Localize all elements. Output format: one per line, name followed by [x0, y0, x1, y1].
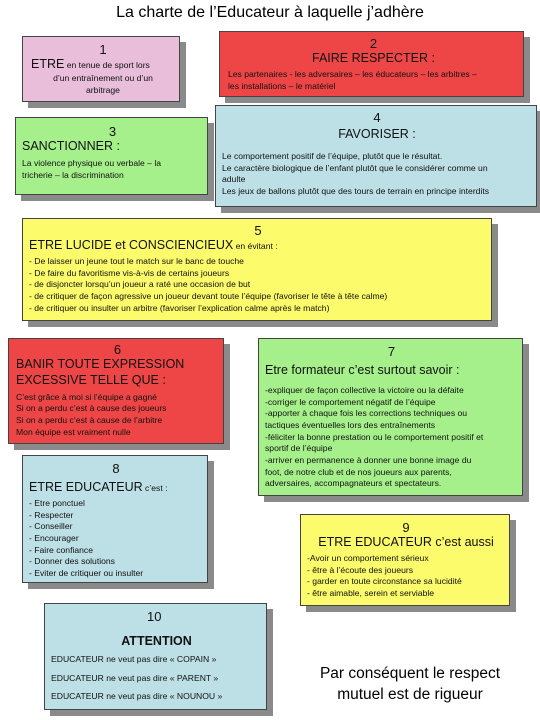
rule-line: La violence physique ou verbale – la	[22, 157, 162, 168]
rule-heading-suffix: en tenue de sport lors	[64, 60, 150, 71]
rule-line: - De laisser un jeune tout le match sur le banc de touche	[29, 255, 244, 266]
rule-line: tactiques éventuelles lors des entraînements	[265, 419, 436, 430]
rule-line: - de critiquer de façon agressive un joueur devant toute l’équipe (favoriser le tête à tête calme)	[29, 290, 388, 301]
rule-heading: FAVORISER :	[338, 127, 416, 142]
rule-number: 8	[112, 461, 120, 476]
rule-heading-main: ETRE EDUCATEUR	[29, 480, 143, 495]
rule-line: EDUCATEUR ne veut pas dire « COPAIN »	[51, 653, 217, 664]
rule-number: 9	[402, 520, 410, 535]
rule-line: - garder en toute circonstance sa lucidité	[307, 576, 462, 587]
rule-heading	[29, 480, 203, 496]
rule-line: Les jeux de ballons plutôt que des tours de terrain en principe interdits	[222, 185, 490, 196]
rule-line: EDUCATEUR ne veut pas dire « PARENT »	[51, 672, 219, 683]
rule-line: - de critiquer ou insulter un arbitre (favoriser l’explication calme après le match)	[29, 302, 330, 313]
rule-number: 4	[373, 110, 381, 125]
closing-statement	[296, 664, 524, 706]
rule-heading	[31, 57, 175, 73]
rule-line: -corriger le comportement négatif de l’équipe	[265, 396, 436, 407]
rule-line: - Donner des solutions	[29, 556, 115, 567]
rule-card-7	[258, 338, 523, 496]
rule-number: 5	[254, 223, 262, 238]
closing-line: Par conséquent le respect	[319, 665, 501, 682]
rule-heading-main: ETRE LUCIDE et CONSCIENCIEUX	[29, 238, 234, 253]
rule-line: -arriver en permanence à donner une bonne image du	[265, 455, 472, 466]
rule-line: arbitrage	[86, 84, 120, 95]
page-title: La charte de l’Educateur à laquelle j’adhère	[116, 4, 424, 21]
rule-card-3	[15, 117, 208, 195]
rule-heading-suffix: en évitant :	[233, 241, 278, 252]
rule-line: -apporter à chaque fois les corrections techniques ou	[265, 408, 468, 419]
rule-line: EDUCATEUR ne veut pas dire « NOUNOU »	[51, 691, 223, 702]
rule-card-8	[22, 455, 208, 583]
rule-line: - Etre ponctuel	[29, 497, 85, 508]
rule-line: - De faire du favoritisme vis-à-vis de certains joueurs	[29, 267, 230, 278]
rule-number: 7	[387, 344, 396, 359]
rule-card-6	[8, 338, 224, 444]
rule-line: - être à l’écoute des joueurs	[307, 564, 414, 575]
rule-heading: ATTENTION	[121, 634, 192, 649]
rule-line: -Avoir un comportement sérieux	[307, 552, 429, 563]
rule-line: Si on a perdu c’est à cause des joueurs	[16, 403, 167, 414]
rule-heading: SANCTIONNER :	[22, 139, 120, 154]
rule-line: adversaires, accompagnateurs et spectateurs.	[265, 478, 442, 489]
rule-heading: BANIR TOUTE EXPRESSION EXCESSIVE TELLE QUE :	[16, 357, 185, 387]
rule-line: les installations – le matériel	[228, 80, 336, 91]
rule-line: - Faire confiance	[29, 544, 94, 555]
rule-line: - Eviter de critiquer ou insulter	[29, 568, 144, 579]
rule-number: 3	[108, 124, 117, 139]
rule-number: 1	[99, 42, 107, 57]
rule-line: - Conseiller	[29, 521, 73, 532]
rule-line: adulte	[222, 174, 246, 185]
rule-heading-suffix: c’est :	[142, 483, 168, 494]
rule-card-2	[219, 31, 524, 97]
rule-card-5	[22, 218, 492, 321]
rule-line: sportif de l’équipe	[265, 443, 333, 454]
rule-line: - de disjoncter lorsqu’un joueur a raté une occasion de but	[29, 279, 251, 290]
rule-heading	[29, 238, 487, 254]
rule-line: C’est grâce à moi si l’équipe a gagné	[16, 391, 157, 402]
rule-line: Le caractère biologique de l’enfant plutôt que le considérer comme un	[222, 162, 488, 173]
rule-card-1	[22, 36, 180, 102]
rule-heading-main: ETRE	[31, 57, 65, 72]
rule-line: Le comportement positif de l’équipe, plutôt que le résultat.	[222, 150, 443, 161]
rule-line: Si on a perdu c’est à cause de l’arbitre	[16, 414, 163, 425]
rule-line: - être aimable, serein et serviable	[307, 587, 435, 598]
rule-line: foot, de notre club et de nos joueurs aux parents,	[265, 466, 452, 477]
rule-card-10	[44, 603, 267, 710]
rule-line: - Respecter	[29, 509, 74, 520]
rule-line: -expliquer de façon collective la victoire ou la défaite	[265, 384, 464, 395]
rule-heading: FAIRE RESPECTER :	[312, 51, 435, 66]
closing-line: mutuel est de rigueur	[337, 685, 483, 703]
rule-line: - Encourager	[29, 532, 79, 543]
rule-number: 10	[147, 609, 162, 624]
rule-card-4	[215, 105, 537, 207]
rule-heading: ETRE EDUCATEUR c’est aussi	[318, 535, 494, 550]
rule-card-9	[300, 514, 510, 606]
rule-line: -féliciter la bonne prestation ou le comportement positif et	[265, 431, 484, 442]
rule-line: d’un entraînement ou d’un	[53, 72, 153, 83]
rule-number: 6	[113, 342, 122, 357]
rule-number: 2	[369, 36, 378, 51]
rule-line: Mon équipe est vraiment nulle	[16, 426, 131, 437]
rule-heading: Etre formateur c’est surtout savoir :	[265, 363, 460, 378]
rule-line: Les partenaires - les adversaires – les éducateurs – les arbitres –	[228, 68, 477, 79]
rule-line: tricherie – la discrimination	[22, 169, 124, 180]
